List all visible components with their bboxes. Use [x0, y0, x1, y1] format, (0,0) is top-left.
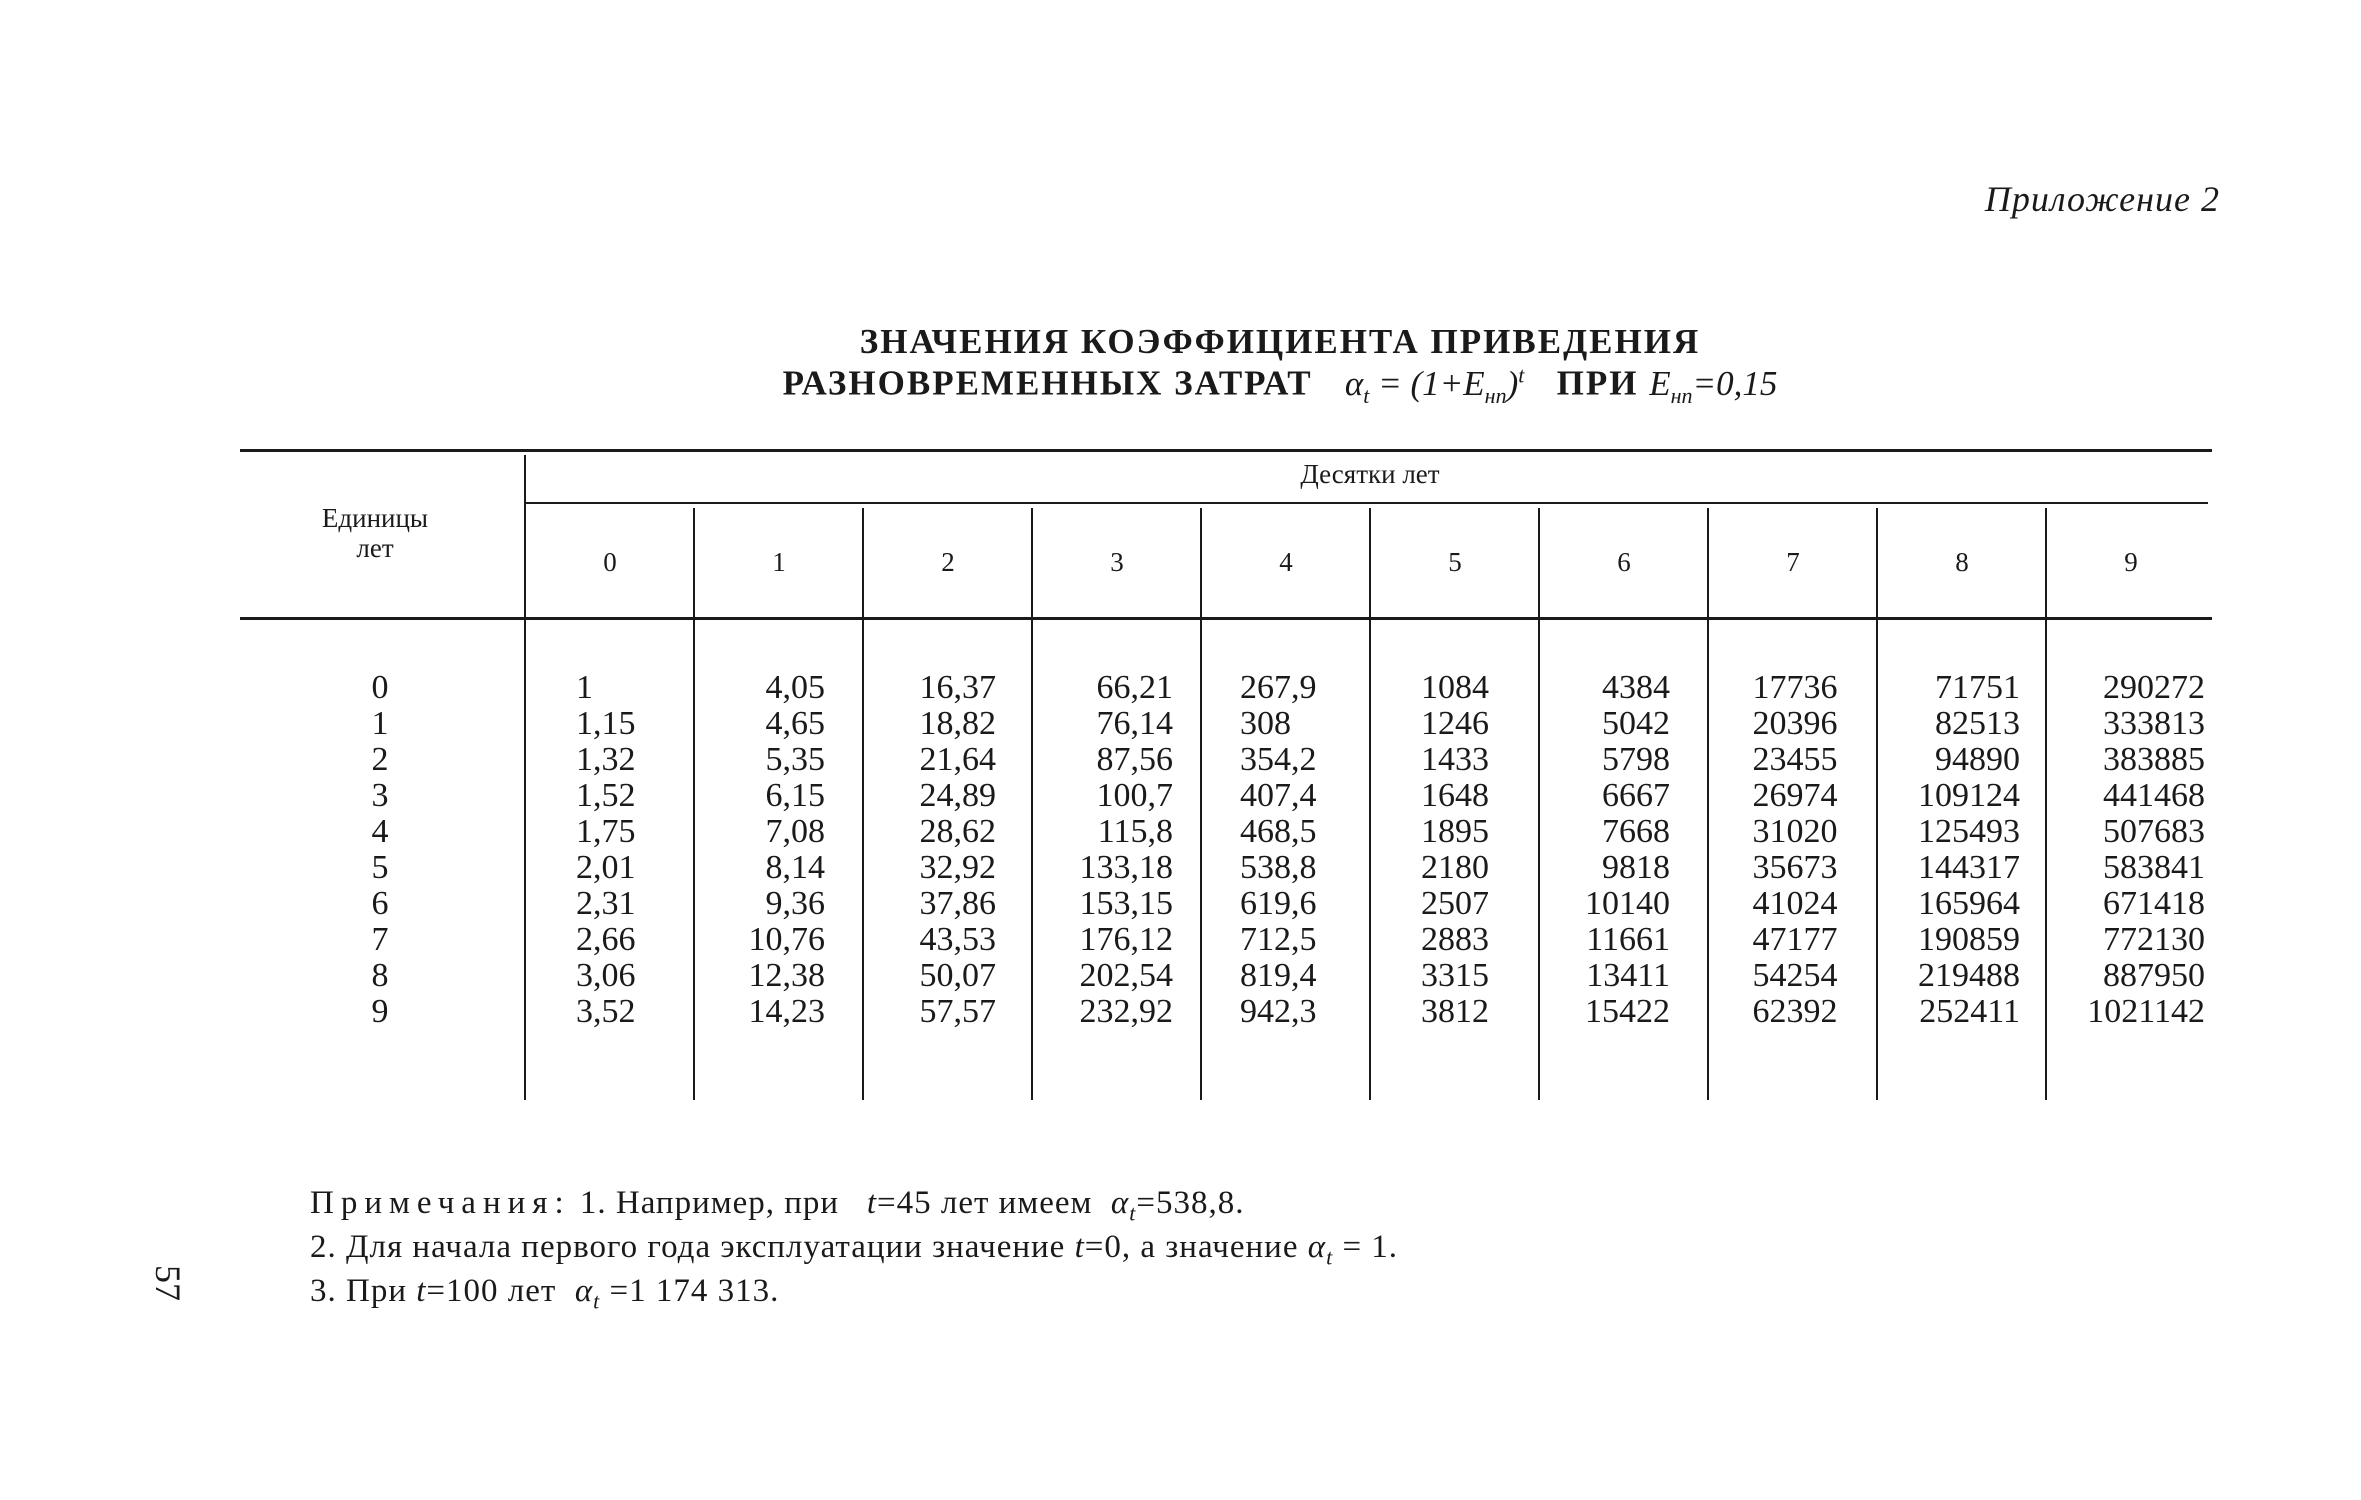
table-cell: 17736: [1752, 669, 1838, 706]
table-cell: 1648: [1421, 777, 1489, 814]
note-2: 2. Для начала первого года эксплуатации значение t=0, а значение $\alpha_t = 1$.: [310, 1229, 1399, 1270]
table-cell: 441468: [2103, 777, 2205, 814]
column-divider: [862, 508, 864, 1100]
table-cell: 1: [576, 669, 593, 706]
table-cell: 3812: [1421, 993, 1489, 1030]
table-title-line-1: ЗНАЧЕНИЯ КОЭФФИЦИЕНТА ПРИВЕДЕНИЯ: [859, 322, 1701, 361]
table-cell: 619,6: [1240, 885, 1317, 922]
column-divider: [2045, 508, 2047, 1100]
table-cell: 2883: [1421, 921, 1489, 958]
table-cell: 18,82: [919, 705, 996, 742]
table-cell: 31020: [1752, 813, 1838, 850]
table-cell: 5,35: [765, 741, 825, 778]
data-column-9: [2050, 670, 2205, 1030]
table-cell: 125493: [1918, 813, 2020, 850]
table-cell: 76,14: [1096, 705, 1173, 742]
table-cell: 100,7: [1096, 777, 1173, 814]
row-label: 3: [371, 777, 389, 814]
data-column-5: [1390, 670, 1520, 1030]
table-cell: 8,14: [765, 849, 825, 886]
table-cell: 13411: [1586, 957, 1670, 994]
column-number: 4: [1279, 547, 1293, 577]
table-cell: 153,15: [1079, 885, 1173, 922]
table-cell: 202,54: [1079, 957, 1173, 994]
table-cell: 219488: [1918, 957, 2020, 994]
data-column-3: [1043, 670, 1173, 1030]
row-label: 2: [371, 741, 389, 778]
column-divider: [693, 508, 695, 1100]
table-cell: 772130: [2103, 921, 2205, 958]
table-cell: 35673: [1752, 849, 1838, 886]
row-labels: [340, 670, 420, 1030]
table-cell: 1,52: [576, 777, 636, 814]
table-cell: 1,15: [576, 705, 636, 742]
table-cell: 232,92: [1079, 993, 1173, 1030]
column-divider: [1031, 508, 1033, 1100]
table-cell: 82513: [1935, 705, 2020, 742]
table-cell: 671418: [2103, 885, 2205, 922]
table-cell: 24,89: [919, 777, 996, 814]
table-cell: 2507: [1421, 885, 1489, 922]
units-header: Единицы лет: [321, 503, 429, 563]
table-cell: 1895: [1421, 813, 1489, 850]
table-cell: 57,57: [919, 993, 996, 1030]
table-cell: 507683: [2103, 813, 2205, 850]
row-label: 7: [371, 921, 389, 958]
note-1: Примечания: 1. Например, при t=45 лет имеем $\alpha_t=538,8$.: [310, 1185, 1245, 1226]
note-3: 3. При t=100 лет $\alpha_t =1$ 174 313.: [310, 1273, 780, 1314]
table-cell: 3,52: [576, 993, 636, 1030]
data-column-4: [1240, 670, 1360, 1030]
table-cell: 14,23: [748, 993, 825, 1030]
table-cell: 308: [1240, 705, 1291, 742]
column-divider: [1369, 508, 1371, 1100]
title-text: РАЗНОВРЕМЕННЫХ ЗАТРАТ: [782, 363, 1313, 403]
table-cell: 7668: [1602, 813, 1670, 850]
table-cell: 10,76: [748, 921, 825, 958]
table-cell: 190859: [1918, 921, 2020, 958]
data-column-2: [874, 670, 996, 1030]
table-cell: 62392: [1752, 993, 1838, 1030]
table-cell: 468,5: [1240, 813, 1317, 850]
column-number: 3: [1110, 547, 1124, 577]
table-top-rule: [240, 449, 2212, 452]
column-number: 1: [772, 547, 786, 577]
table-cell: 176,12: [1079, 921, 1173, 958]
table-cell: 115,8: [1097, 813, 1173, 850]
table-cell: 32,92: [919, 849, 996, 886]
notes-label: Примечания:: [310, 1185, 571, 1221]
table-cell: 1246: [1421, 705, 1489, 742]
row-label: 0: [371, 669, 389, 706]
row-label: 9: [371, 993, 389, 1030]
data-column-0: [576, 670, 686, 1030]
table-cell: 6667: [1602, 777, 1670, 814]
table-cell: 2,66: [576, 921, 636, 958]
column-number: 5: [1448, 547, 1462, 577]
data-column-1: [705, 670, 825, 1030]
data-column-6: [1540, 670, 1670, 1030]
table-cell: 11661: [1586, 921, 1670, 958]
data-column-7: [1725, 670, 1865, 1030]
table-cell: 712,5: [1240, 921, 1317, 958]
row-label: 5: [371, 849, 389, 886]
column-number: 6: [1617, 547, 1631, 577]
table-cell: 333813: [2103, 705, 2205, 742]
table-cell: 407,4: [1240, 777, 1317, 814]
table-cell: 1433: [1421, 741, 1489, 778]
table-cell: 54254: [1752, 957, 1838, 994]
tens-header-rule: [525, 502, 2208, 504]
table-cell: 4,05: [765, 669, 825, 706]
table-cell: 267,9: [1240, 669, 1317, 706]
column-number: 2: [941, 547, 955, 577]
table-cell: 1,32: [576, 741, 636, 778]
column-number: 8: [1955, 547, 1969, 577]
table-cell: 15422: [1585, 993, 1670, 1030]
table-cell: 12,38: [748, 957, 825, 994]
title-at: ПРИ: [1556, 363, 1639, 403]
table-cell: 5798: [1602, 741, 1670, 778]
data-column-8: [1870, 670, 2020, 1030]
row-label: 6: [371, 885, 389, 922]
table-cell: 16,37: [919, 669, 996, 706]
table-cell: 3,06: [576, 957, 636, 994]
table-cell: 41024: [1752, 885, 1838, 922]
row-label: 8: [371, 957, 389, 994]
column-number: 9: [2124, 547, 2138, 577]
table-cell: 819,4: [1240, 957, 1317, 994]
table-cell: 887950: [2103, 957, 2205, 994]
table-cell: 109124: [1918, 777, 2020, 814]
table-cell: 383885: [2103, 741, 2205, 778]
row-label: 1: [371, 705, 389, 742]
table-cell: 583841: [2103, 849, 2205, 886]
table-cell: 290272: [2103, 669, 2205, 706]
column-divider: [1707, 508, 1709, 1100]
table-cell: 50,07: [919, 957, 996, 994]
table-cell: 4384: [1602, 669, 1670, 706]
table-cell: 94890: [1935, 741, 2020, 778]
table-cell: 1,75: [576, 813, 636, 850]
table-cell: 1021142: [2087, 993, 2205, 1030]
table-cell: 87,56: [1096, 741, 1173, 778]
table-cell: 71751: [1935, 669, 2020, 706]
table-cell: 165964: [1918, 885, 2020, 922]
table-cell: 354,2: [1240, 741, 1317, 778]
table-cell: 133,18: [1079, 849, 1173, 886]
table-cell: 6,15: [765, 777, 825, 814]
table-cell: 3315: [1421, 957, 1489, 994]
table-cell: 2,01: [576, 849, 636, 886]
table-cell: 5042: [1602, 705, 1670, 742]
row-label: 4: [371, 813, 389, 850]
table-cell: 37,86: [919, 885, 996, 922]
table-cell: 252411: [1919, 993, 2020, 1030]
table-cell: 47177: [1752, 921, 1838, 958]
table-cell: 28,62: [919, 813, 996, 850]
header-bottom-rule: [240, 617, 2212, 620]
table-cell: 20396: [1752, 705, 1838, 742]
table-cell: 144317: [1918, 849, 2020, 886]
table-cell: 43,53: [919, 921, 996, 958]
appendix-label: Приложение 2: [1984, 179, 2220, 219]
table-cell: 7,08: [765, 813, 825, 850]
table-cell: 942,3: [1240, 993, 1317, 1030]
table-cell: 23455: [1752, 741, 1838, 778]
column-number: 0: [603, 547, 617, 577]
column-divider: [1200, 508, 1202, 1100]
table-cell: 9,36: [765, 885, 825, 922]
table-cell: 10140: [1585, 885, 1670, 922]
table-cell: 4,65: [765, 705, 825, 742]
page-number: 57: [148, 1265, 188, 1301]
table-cell: 21,64: [919, 741, 996, 778]
table-cell: 26974: [1752, 777, 1838, 814]
rate-formula: $E_{нп}=0,15$: [1649, 363, 1778, 408]
table-cell: 2,31: [576, 885, 636, 922]
formula: $\alpha_t = (1+E_{нп})^t$: [1344, 362, 1525, 408]
tens-header: Десятки лет: [1300, 459, 1440, 489]
table-cell: 1084: [1421, 669, 1489, 706]
column-number: 7: [1786, 547, 1800, 577]
table-cell: 66,21: [1096, 669, 1173, 706]
table-cell: 2180: [1421, 849, 1489, 886]
table-cell: 538,8: [1240, 849, 1317, 886]
table-title-line-2: [600, 362, 1960, 409]
table-cell: 9818: [1602, 849, 1670, 886]
